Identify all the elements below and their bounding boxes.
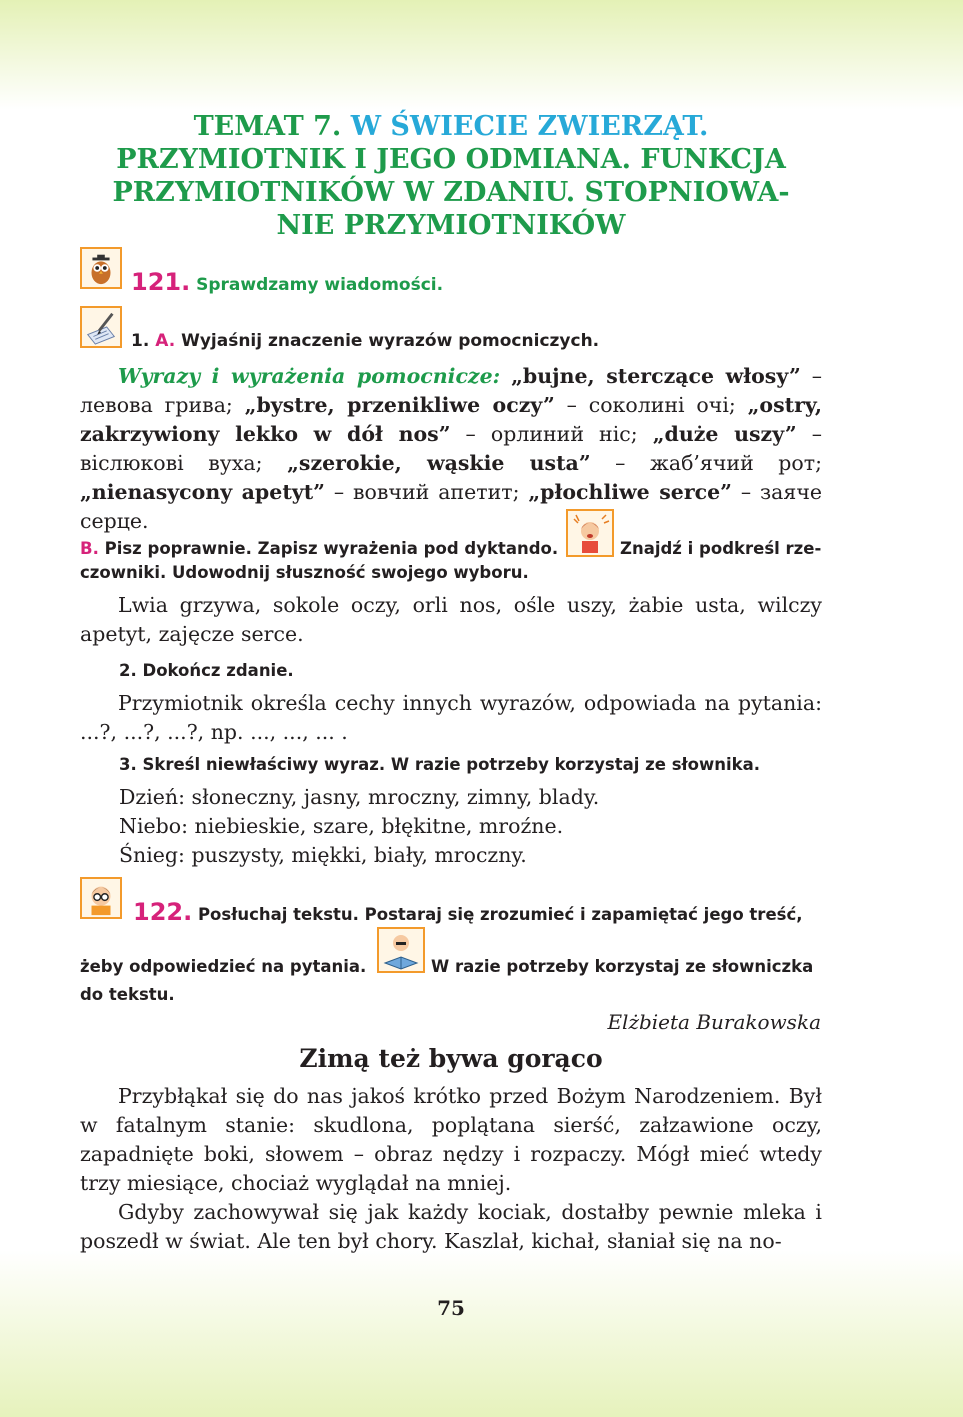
task-b-letter: B. [80,539,99,558]
exercise-122-text: Posłuchaj tekstu. Postaraj się zrozumieć i zapamiętać jego treść, [197,905,803,924]
task-1-letter: A. [155,331,176,351]
aux-translation: – левова грива; [80,364,822,417]
aux-phrase: „ostry, zakrzywiony lekko w dół nos” [80,393,822,446]
task-3-heading: 3. Skreśl niewłaściwy wyraz. W razie potrzeby korzystaj ze słownika. [119,755,761,774]
exercise-122-line-3: do tekstu. [80,985,175,1004]
aux-phrase: „bystre, przenikliwe oczy” [244,393,555,417]
reading-child-icon [377,927,425,973]
task-b-sentence-text: Lwia grzywa, sokole oczy, orli nos, ośle uszy, żabie usta, wilczy apetyt, zajęcze serce. [80,593,822,646]
title-line-3: PRZYMIOTNIKÓW W ZDANIU. STOPNIOWA- [112,177,790,208]
title-line-2: PRZYMIOTNIK I JEGO ODMIANA. FUNKCJA [116,144,786,175]
exercise-121-number: 121. [131,268,191,296]
aux-phrase: „duże uszy” [652,422,797,446]
story-paragraph-text: Przybłąkał się do nas jakoś krótko przed Bożym Narodzeniem. Był w fatalnym stanie: skudlona, poplątana sierść, załzawione oczy, zapadnięte boki, słowem – obraz nędzy i rozpaczy. Mógł mieć wtedy trzy miesiące, chociaż wyglądał na mniej. [80,1084,822,1195]
exercise-121-title: Sprawdzamy wiadomości. [196,275,444,295]
aux-translation: – орлиний ніс; [450,422,653,446]
task-2-sentence-text: Przymiotnik określa cechy innych wyrazów, odpowiada na pytania: ...?, ...?, ...?, np. ..., ..., ... . [80,691,822,744]
aux-translation: – жаб’ячий рот; [590,451,823,475]
task-2-sentence [80,689,822,747]
task-3-line: Śnieg: puszysty, miękki, biały, mroczny. [119,843,527,867]
story-paragraph [80,1198,822,1256]
title-topic: W ŚWIECIE ZWIERZĄT. [350,111,709,142]
aux-phrase: „płochliwe serce” [528,480,732,504]
exercise-122-number: 122. [133,898,193,926]
aux-translation: – вовчий апетит; [324,480,529,504]
speaking-child-icon [566,509,614,557]
story-author: Elżbieta Burakowska [607,1010,821,1034]
aux-phrase: „szerokie, wąskie usta” [287,451,591,475]
story-paragraph-text: Gdyby zachowywał się jak każdy kociak, dostałby pewnie mleka i poszedł w świat. Ale ten był chory. Kaszlał, kichał, słaniał się na no- [80,1200,822,1253]
task-b-heading-line-2: czowniki. Udowodnij słuszność swojego wyboru. [80,563,529,582]
aux-phrase: „nienasycony apetyt” [80,480,325,504]
task-b-sentence [80,591,822,649]
auxiliary-words-paragraph [80,362,822,536]
task-3-line: Dzień: słoneczny, jasny, mroczny, zimny, blady. [119,785,600,809]
task-b-text: Pisz poprawnie. Zapisz wyrażenia pod dyktando. [104,539,559,558]
task-1-heading [131,331,599,351]
title-line-4: NIE PRZYMIOTNIKÓW [276,210,626,241]
task-b-heading-line-1b: Znajdź i podkreśl rze- [620,539,822,558]
auxiliary-label: Wyrazy i wyrażenia pomocnicze: [118,364,501,388]
exercise-122-heading [133,898,803,926]
story-title: Zimą też bywa gorąco [299,1044,603,1073]
pencil-notebook-icon [80,306,122,348]
story-paragraph [80,1082,822,1198]
exercise-122-line-2: żeby odpowiedzieć na pytania. [80,957,367,976]
aux-translation: – віслюкові вуха; [80,422,822,475]
exercise-122-line-2b: W razie potrzeby korzystaj ze słowniczka [431,957,814,976]
exercise-121-heading [131,268,443,296]
aux-phrase: „bujne, sterczące włosy” [511,364,801,388]
task-1-number: 1. [131,331,150,351]
title-prefix: TEMAT 7. [193,111,342,142]
aux-translation: – соколині очі; [554,393,748,417]
page-number: 75 [437,1296,465,1320]
task-3-line: Niebo: niebieskie, szare, błękitne, mroźne. [119,814,564,838]
task-2-heading: 2. Dokończ zdanie. [119,661,294,680]
page-title [80,110,822,242]
task-1-text: Wyjaśnij znaczenie wyrazów pomocniczych. [181,331,600,351]
owl-teacher-icon [80,247,122,289]
boy-with-glasses-icon [80,877,122,919]
task-b-heading-line-1 [80,539,558,558]
aux-translation: – заяче серце. [80,480,822,533]
